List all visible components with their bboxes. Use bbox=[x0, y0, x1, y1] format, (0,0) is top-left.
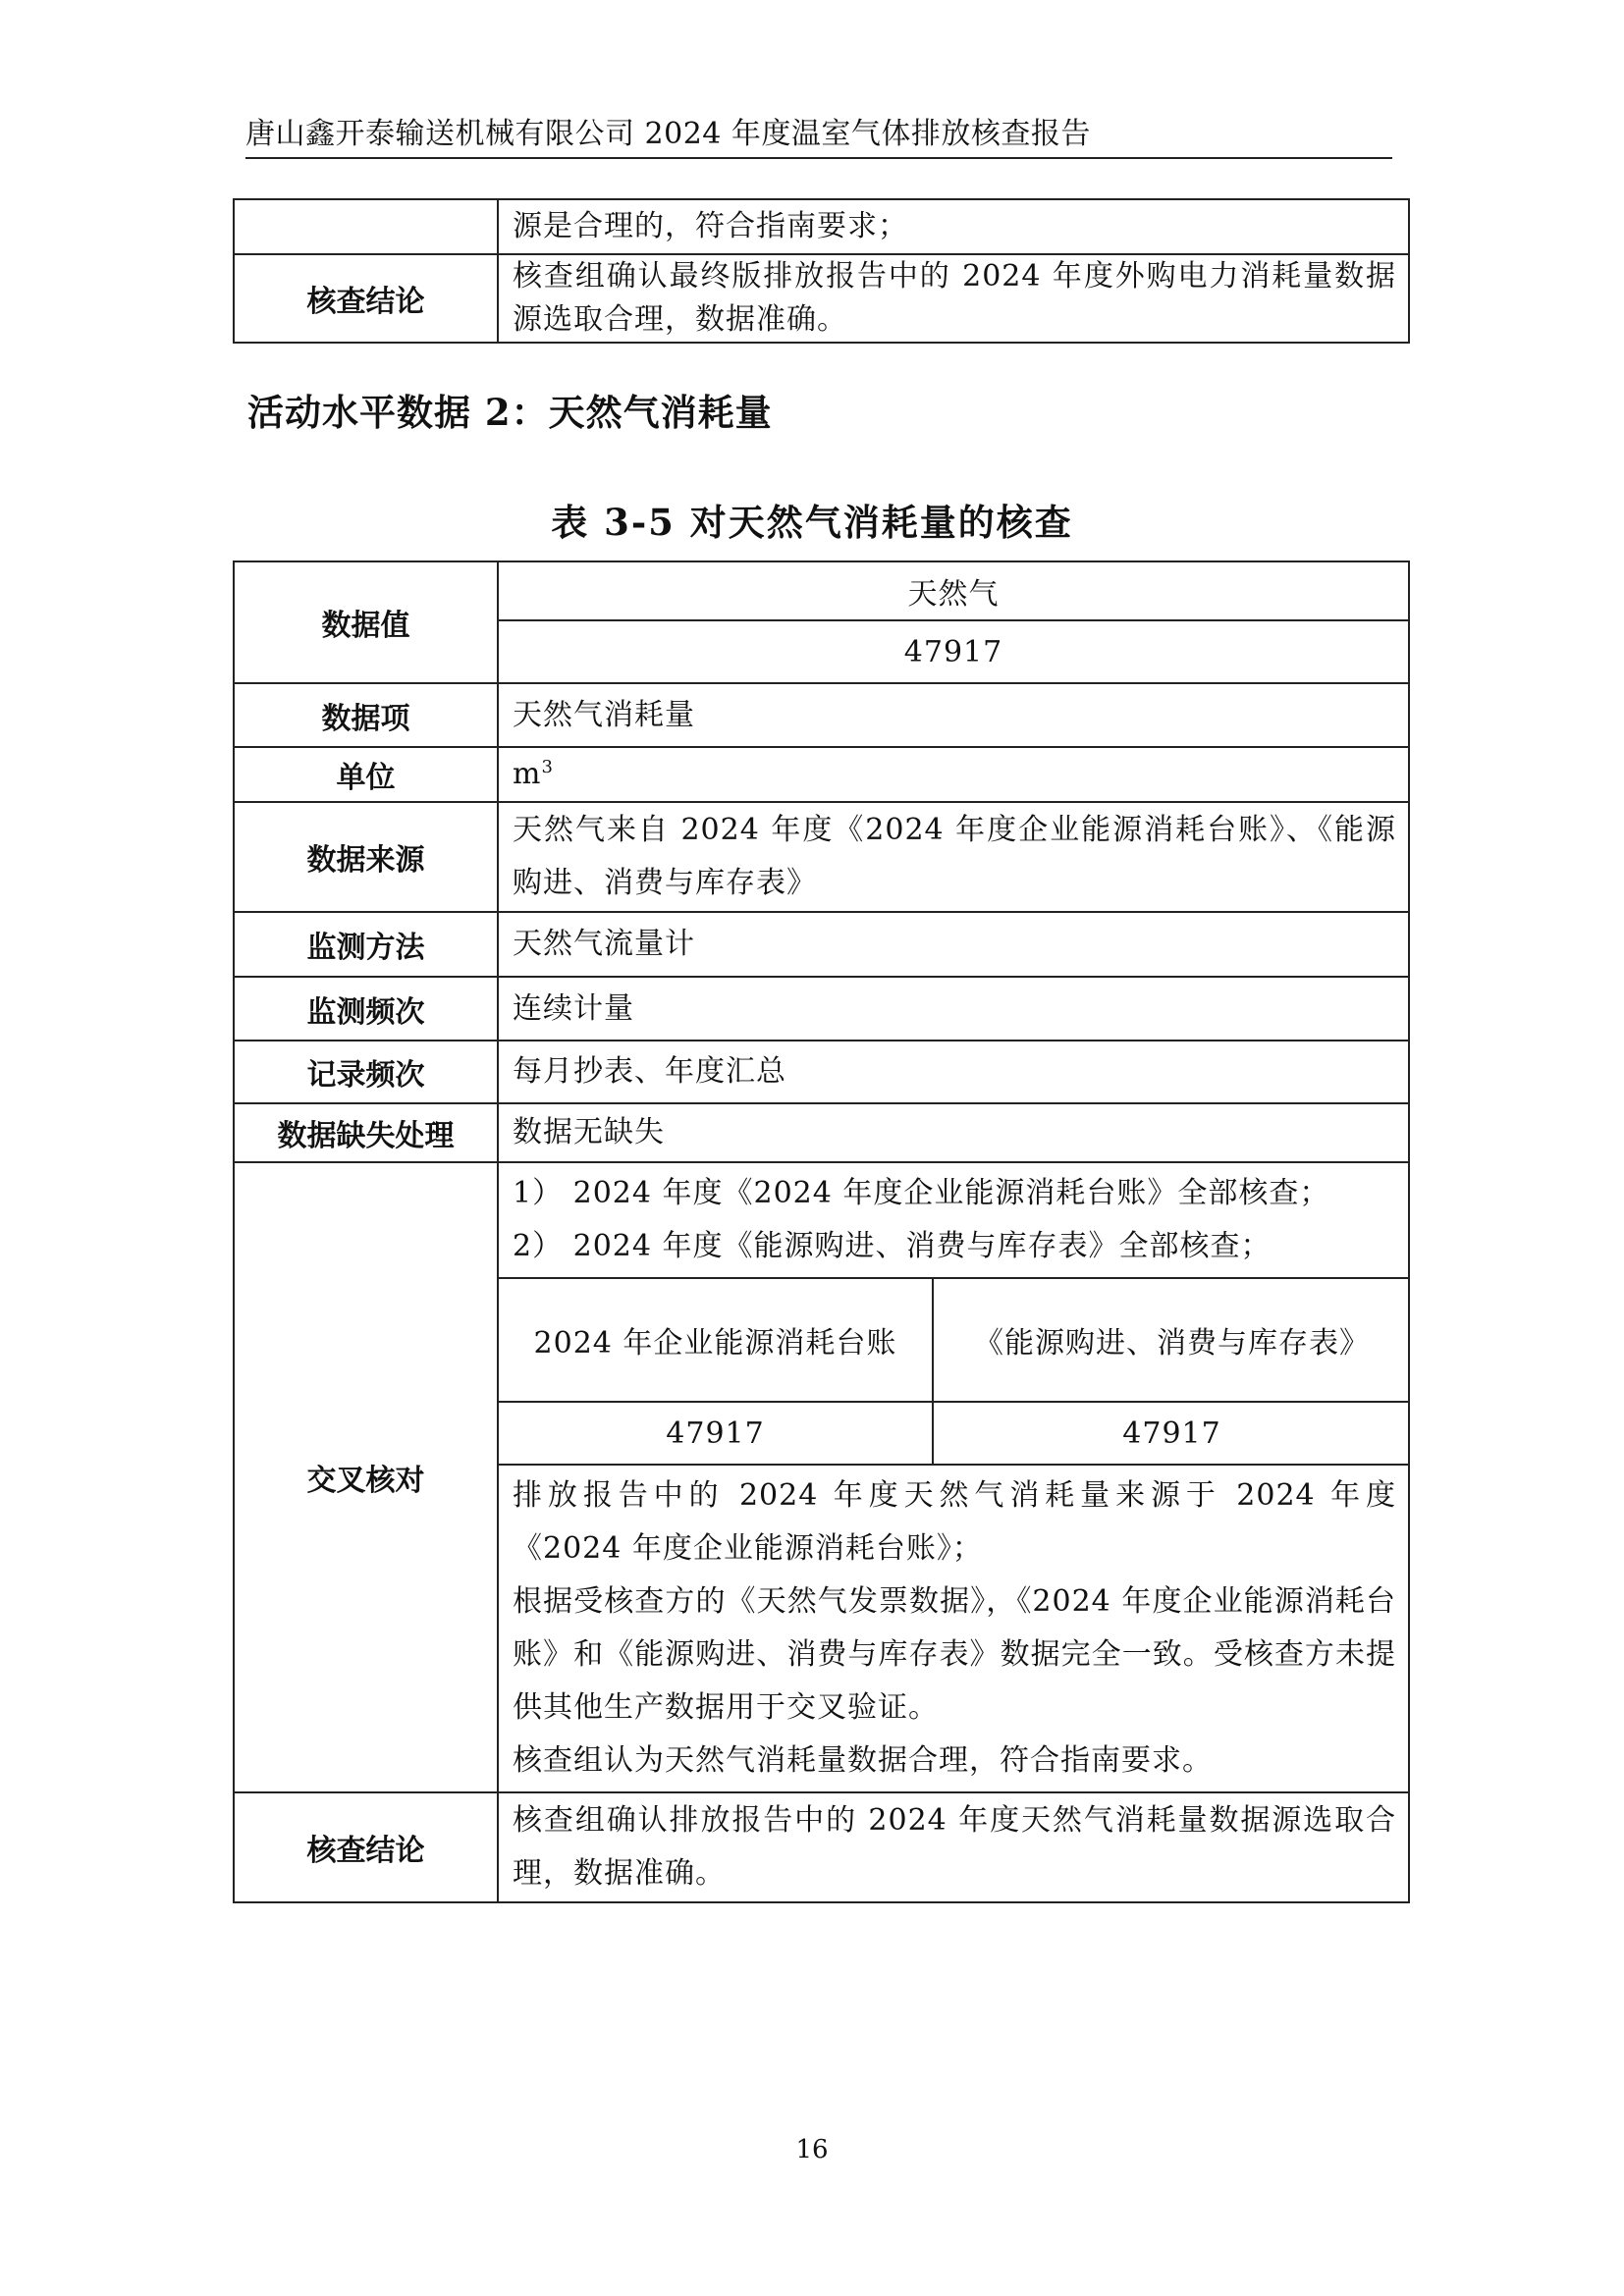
data-item-label: 数据项 bbox=[234, 683, 498, 747]
cross-check-paragraph-1: 排放报告中的 2024 年度天然气消耗量来源于 2024 年度《2024 年度企业能源消耗台账》； bbox=[513, 1478, 1396, 1566]
unit-superscript: 3 bbox=[541, 757, 554, 777]
cross-check-paragraph-2: 根据受核查方的《天然气发票数据》，《2024 年度企业能源消耗台账》和《能源购进、消费与库存表》数据完全一致。受核查方未提供其他生产数据用于交叉验证。 bbox=[513, 1584, 1396, 1725]
unit-base: m bbox=[513, 757, 542, 791]
data-item-value: 天然气消耗量 bbox=[498, 683, 1409, 747]
page-header: 唐山鑫开泰输送机械有限公司 2024 年度温室气体排放核查报告 bbox=[245, 117, 1091, 151]
comparison-value-inventory: 47917 bbox=[933, 1402, 1410, 1465]
monitoring-frequency-value: 连续计量 bbox=[498, 977, 1409, 1041]
cross-check-line-2: 2） 2024 年度《能源购进、消费与库存表》全部核查； bbox=[513, 1229, 1272, 1263]
prev-row1-value: 源是合理的，符合指南要求； bbox=[498, 199, 1409, 254]
cross-check-label: 交叉核对 bbox=[234, 1162, 498, 1792]
page-number: 16 bbox=[795, 2135, 829, 2164]
comparison-header-ledger: 2024 年企业能源消耗台账 bbox=[499, 1278, 933, 1402]
previous-table-continuation bbox=[233, 198, 1410, 344]
prev-conclusion-label: 核查结论 bbox=[234, 254, 498, 343]
data-value-name: 天然气 bbox=[498, 561, 1409, 620]
monitoring-method-value: 天然气流量计 bbox=[498, 912, 1409, 977]
comparison-value-ledger: 47917 bbox=[499, 1402, 933, 1465]
record-frequency-value: 每月抄表、年度汇总 bbox=[498, 1041, 1409, 1103]
cross-check-line-1: 1） 2024 年度《2024 年度企业能源消耗台账》全部核查； bbox=[513, 1176, 1330, 1210]
table-caption: 表 3-5 对天然气消耗量的核查 bbox=[551, 501, 1073, 544]
section-heading: 活动水平数据 2：天然气消耗量 bbox=[247, 391, 773, 434]
cross-check-content bbox=[498, 1162, 1409, 1792]
prev-conclusion-value: 核查组确认最终版排放报告中的 2024 年度外购电力消耗量数据源选取合理，数据准确。 bbox=[498, 254, 1409, 343]
missing-data-value: 数据无缺失 bbox=[498, 1103, 1409, 1162]
unit-value bbox=[498, 747, 1409, 802]
data-value-label: 数据值 bbox=[234, 561, 498, 683]
monitoring-method-label: 监测方法 bbox=[234, 912, 498, 977]
monitoring-frequency-label: 监测频次 bbox=[234, 977, 498, 1041]
missing-data-label: 数据缺失处理 bbox=[234, 1103, 498, 1162]
cross-check-comparison bbox=[499, 1277, 1410, 1466]
comparison-header-inventory: 《能源购进、消费与库存表》 bbox=[933, 1278, 1410, 1402]
conclusion-value: 核查组确认排放报告中的 2024 年度天然气消耗量数据源选取合理，数据准确。 bbox=[498, 1792, 1409, 1902]
empty-label-cell bbox=[234, 199, 498, 254]
unit-label: 单位 bbox=[234, 747, 498, 802]
source-value: 天然气来自 2024 年度《2024 年度企业能源消耗台账》、《能源购进、消费与库存表》 bbox=[498, 802, 1409, 912]
conclusion-label: 核查结论 bbox=[234, 1792, 498, 1902]
data-value-number: 47917 bbox=[498, 620, 1409, 683]
source-label: 数据来源 bbox=[234, 802, 498, 912]
record-frequency-label: 记录频次 bbox=[234, 1041, 498, 1103]
header-rule bbox=[245, 157, 1392, 159]
natural-gas-verification-table bbox=[233, 561, 1410, 1903]
cross-check-paragraph-3: 核查组认为天然气消耗量数据合理，符合指南要求。 bbox=[513, 1743, 1213, 1778]
